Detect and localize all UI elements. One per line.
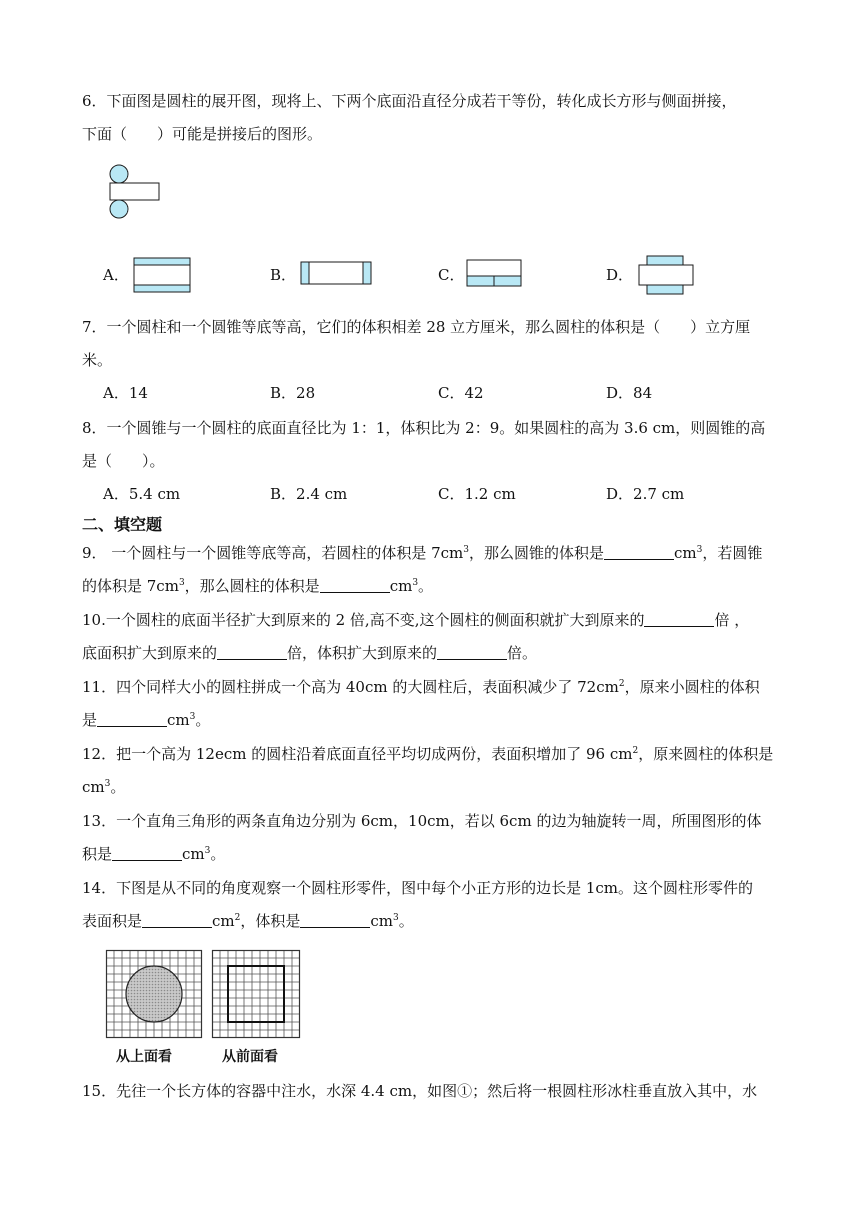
- q10-text-1: 10.一个圆柱的底面半径扩大到原来的 2 倍,高不变,这个圆柱的侧面积就扩大到原来的: [82, 611, 645, 629]
- q12-text-2: ，原来圆柱的体积是: [638, 745, 774, 763]
- q7-option-b[interactable]: B．28: [270, 384, 316, 402]
- unit: cm: [182, 845, 205, 863]
- q12-line1: [82, 744, 773, 764]
- q11-line1: [82, 677, 760, 697]
- superscript: 3: [104, 779, 111, 789]
- front-view-grid-figure: [212, 950, 300, 1038]
- top-view-caption: 从上面看: [116, 1049, 172, 1065]
- superscript: 2: [618, 679, 625, 689]
- answer-blank[interactable]: [142, 913, 212, 928]
- q10-line1: [82, 610, 749, 630]
- q9-text-1: 9． 一个圆柱与一个圆锥等底等高，若圆柱的体积是 7cm: [82, 544, 464, 562]
- superscript: 2: [234, 913, 241, 923]
- q9-text-5: ，那么圆柱的体积是: [184, 577, 320, 595]
- q8-option-d[interactable]: D．2.7 cm: [606, 485, 685, 503]
- q9-line1: [82, 543, 762, 563]
- q6-option-b-figure: [300, 261, 372, 285]
- q9-text-2: ，那么圆锥的体积是: [468, 544, 604, 562]
- q9-line2: [82, 576, 433, 596]
- q11-text-2: ，原来小圆柱的体积: [624, 678, 760, 696]
- q7-option-d[interactable]: D．84: [606, 384, 653, 402]
- q14-text-3: 。: [398, 912, 414, 930]
- q13-line2: [82, 844, 225, 864]
- answer-blank[interactable]: [644, 612, 714, 627]
- unit: cm: [212, 912, 235, 930]
- q6-option-a-label[interactable]: A．: [103, 266, 129, 284]
- cylinder-net-figure: [105, 162, 165, 220]
- superscript: 3: [412, 578, 419, 588]
- q12-line2: [82, 777, 125, 797]
- unit: cm: [167, 711, 190, 729]
- q11-line2: [82, 710, 210, 730]
- q6-option-c-figure: [466, 259, 522, 287]
- q9-text-3: ，若圆锥: [702, 544, 763, 562]
- circled-number: ①: [457, 1082, 473, 1100]
- q7-option-c[interactable]: C．42: [438, 384, 484, 402]
- q14-text-2: ，体积是: [240, 912, 301, 930]
- superscript: 2: [632, 746, 639, 756]
- q6-line2: 下面（ ）可能是拼接后的图形。: [82, 125, 323, 143]
- unit: cm: [674, 544, 697, 562]
- q6-option-b-label[interactable]: B．: [270, 266, 297, 284]
- q14-text-1: 表面积是: [82, 912, 143, 930]
- answer-blank[interactable]: [217, 645, 287, 660]
- answer-blank[interactable]: [604, 545, 674, 560]
- q12-text-3: 。: [110, 778, 126, 796]
- q11-text-3: 是: [82, 711, 98, 729]
- q11-text-1: 11．四个同样大小的圆柱拼成一个高为 40cm 的大圆柱后，表面积减少了 72cm: [82, 678, 619, 696]
- q12-text-1: 12．把一个高为 12ecm 的圆柱沿着底面直径平均切成两份，表面积增加了 96 cm: [82, 745, 633, 763]
- q13-text-2: 。: [210, 845, 226, 863]
- superscript: 3: [463, 545, 469, 555]
- answer-blank[interactable]: [97, 712, 167, 727]
- unit: cm: [370, 912, 394, 930]
- superscript: 3: [204, 846, 211, 856]
- q6-option-d-label[interactable]: D．: [606, 266, 634, 284]
- q7-line2: 米。: [82, 351, 113, 369]
- answer-blank[interactable]: [300, 913, 370, 928]
- q7-option-a[interactable]: A．14: [103, 384, 148, 402]
- superscript: 3: [178, 578, 185, 588]
- q10-text-4: 倍，体积扩大到原来的: [287, 644, 438, 662]
- q15-text-1: 15．先往一个长方体的容器中注水，水深 4.4 cm，如图: [82, 1082, 458, 1100]
- q14-line1: 14．下图是从不同的角度观察一个圆柱形零件，图中每个小正方形的边长是 1cm。这个圆柱形零件的: [82, 879, 754, 897]
- unit: cm: [82, 778, 105, 796]
- unit: cm: [389, 577, 413, 595]
- q10-text-5: 倍。: [507, 644, 538, 662]
- q15-text-2: ；然后将一根圆柱形冰柱垂直放入其中，水: [472, 1082, 758, 1100]
- answer-blank[interactable]: [437, 645, 507, 660]
- top-view-grid-figure: [106, 950, 202, 1038]
- q9-text-6: 。: [418, 577, 434, 595]
- q6-option-d-figure: [638, 255, 694, 295]
- q8-line2: 是（ ）。: [82, 452, 165, 470]
- q8-option-a[interactable]: A．5.4 cm: [103, 485, 181, 503]
- superscript: 3: [393, 913, 399, 923]
- superscript: 3: [696, 545, 703, 555]
- q9-text-4: 的体积是 7cm: [82, 577, 179, 595]
- q8-option-c[interactable]: C．1.2 cm: [438, 485, 516, 503]
- q8-option-b[interactable]: B．2.4 cm: [270, 485, 348, 503]
- q13-line1: 13．一个直角三角形的两条直角边分别为 6cm，10cm，若以 6cm 的边为轴旋转一周，所围图形的体: [82, 812, 762, 830]
- q6-option-a-figure: [133, 257, 191, 293]
- front-view-caption: 从前面看: [222, 1049, 278, 1065]
- q14-line2: [82, 911, 414, 931]
- q11-text-4: 。: [195, 711, 211, 729]
- q10-text-2: 倍 ，: [714, 611, 750, 629]
- q13-text-1: 积是: [82, 845, 113, 863]
- q10-line2: [82, 643, 537, 663]
- q15-line1: [82, 1081, 757, 1101]
- section-heading: 二、填空题: [82, 515, 163, 534]
- answer-blank[interactable]: [320, 578, 390, 593]
- q6-option-c-label[interactable]: C．: [438, 266, 465, 284]
- q8-line1: 8．一个圆锥与一个圆柱的底面直径比为 1：1，体积比为 2：9。如果圆柱的高为 3.6 cm，则圆锥的高: [82, 419, 766, 437]
- q10-text-3: 底面积扩大到原来的: [82, 644, 218, 662]
- answer-blank[interactable]: [112, 846, 182, 861]
- q6-line1: 6．下面图是圆柱的展开图，现将上、下两个底面沿直径分成若干等份，转化成长方形与侧面拼接，: [82, 92, 737, 110]
- q7-line1: 7．一个圆柱和一个圆锥等底等高，它们的体积相差 28 立方厘米，那么圆柱的体积是（ ）立方厘: [82, 318, 751, 336]
- superscript: 3: [189, 712, 196, 722]
